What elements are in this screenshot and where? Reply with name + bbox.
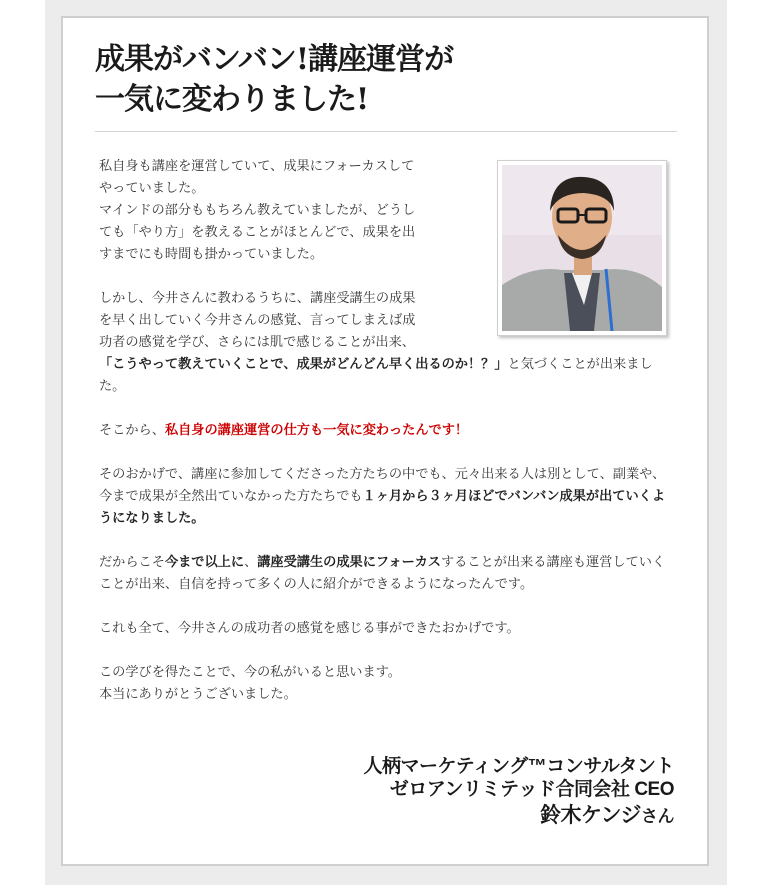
signature	[363, 755, 674, 832]
signature-name: 鈴木ケンジさん	[540, 804, 674, 827]
divider	[95, 131, 677, 132]
key-realization: 「こうやって教えていくことで、成果がどんどん早く出るのか！？」	[99, 357, 508, 372]
headline	[95, 40, 453, 120]
paragraph-1: 私自身も講座を運営していて、成果にフォーカスして やっていました。 マインドの部分ももちろん教えていましたが、どうし ても「やり方」を教えることがほとんどで、成果を出 すまでにも時間も掛かっていました。	[99, 159, 416, 262]
signature-title: 人柄マーケティング™コンサルタント	[363, 756, 674, 777]
highlight-red: 私自身の講座運営の仕方も一気に変わったんです！	[164, 423, 469, 438]
testimonial-body	[99, 156, 669, 728]
headline-line-1: 成果がバンバン!講座運営が	[95, 42, 454, 77]
signature-company: ゼロアンリミテッド合同会社 CEO	[389, 779, 674, 800]
result-emphasis: １ヶ月から３ヶ月ほどでバンバン成果が出ていくようになりました。	[99, 489, 666, 526]
paragraph-7: この学びを得たことで、今の私がいると思います。 本当にありがとうございました。	[99, 665, 401, 702]
paragraph-2: しかし、今井さんに教わるうちに、講座受講生の成果 を早く出していく今井さんの感覚、言ってしまえば成 功者の感覚を学び、さらには肌で感じることが出来、 「こうやって教えていくことで、成果がどんどん早く出るのか！？」と気づくことが出来ました。	[99, 291, 653, 394]
paragraph-4: そのおかげで、講座に参加してくださった方たちの中でも、元々出来る人は別として、副業や、今まで成果が全然出ていなかった方たちでも１ヶ月から３ヶ月ほどでバンバン成果が出ていくようになりました。	[99, 467, 666, 526]
paragraph-6: これも全て、今井さんの成功者の感覚を感じる事ができたおかげです。	[99, 621, 520, 636]
paragraph-3: そこから、私自身の講座運営の仕方も一気に変わったんです！	[99, 423, 469, 438]
paragraph-5: だからこそ今まで以上に、講座受講生の成果にフォーカスすることが出来る講座も運営していくことが出来、自信を持って多くの人に紹介ができるようになったんです。	[99, 555, 666, 592]
headline-line-2: 一気に変わりました!	[95, 82, 369, 117]
